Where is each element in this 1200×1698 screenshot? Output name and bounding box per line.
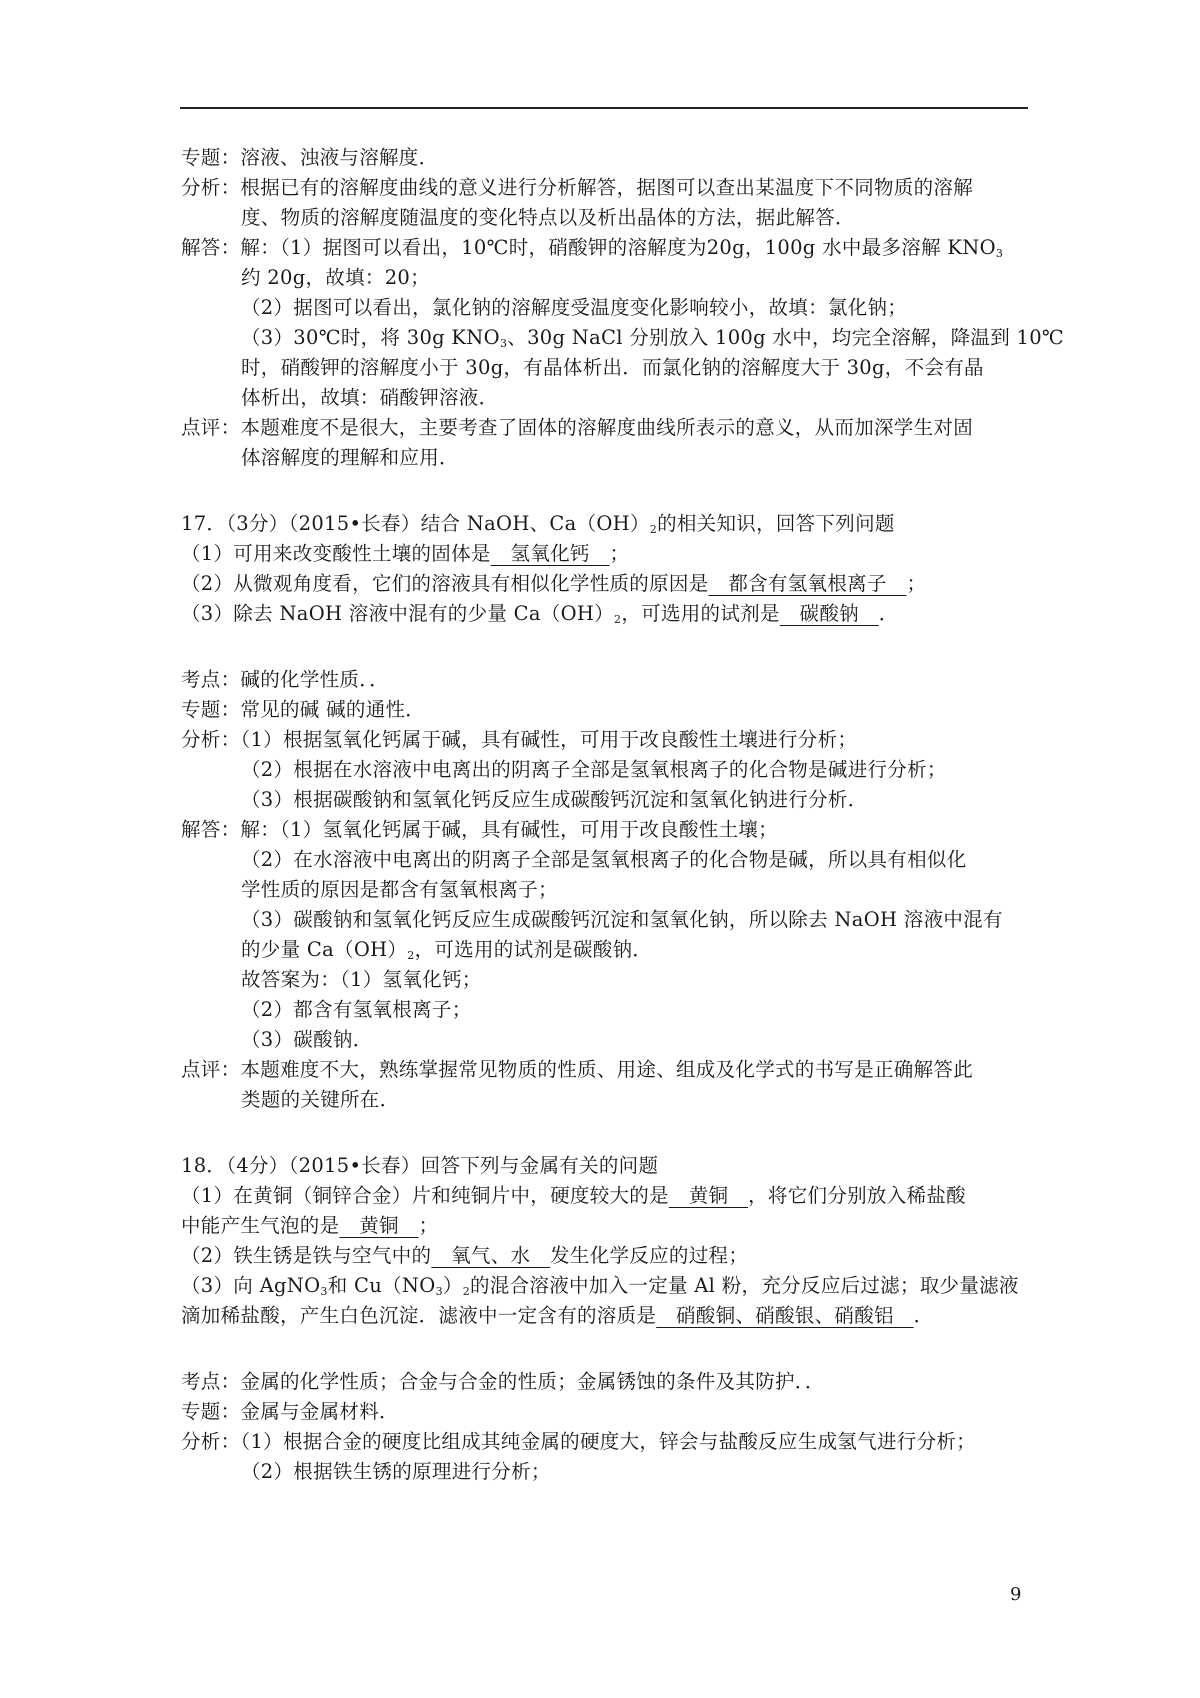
header-rule bbox=[180, 107, 1028, 109]
q17-answer-2-cont: 学性质的原因是都含有氢氧根离子； bbox=[241, 878, 558, 901]
q18-answer-blank-2: 黄铜 bbox=[339, 1214, 419, 1237]
q17-part1: （1）可用来改变酸性土壤的固体是 氢氧化钙 ； bbox=[181, 542, 630, 565]
q17-knowledge-point: 考点：碱的化学性质．． bbox=[181, 668, 390, 691]
q16-comment-cont: 体溶解度的理解和应用． bbox=[241, 446, 459, 469]
q16-analysis: 分析：根据已有的溶解度曲线的意义进行分析解答，据图可以查出某温度下不同物质的溶解 bbox=[181, 176, 974, 199]
q17-part2: （2）从微观角度看，它们的溶液具有相似化学性质的原因是 都含有氢氧根离子 ； bbox=[181, 572, 927, 595]
q16-answer-3: （3）30℃时，将 30g $KNO_3$、30g NaCl 分别放入 100g 水中，均完全溶解，降温到 10℃ bbox=[241, 326, 1065, 350]
q16-comment: 点评：本题难度不是很大，主要考查了固体的溶解度曲线所表示的意义，从而加深学生对固 bbox=[181, 416, 974, 439]
q17-comment: 点评：本题难度不大，熟练掌握常见物质的性质、用途、组成及化学式的书写是正确解答此 bbox=[181, 1058, 974, 1081]
q17-analysis-3: （3）根据碳酸钠和氢氧化钙反应生成碳酸钙沉淀和氢氧化钠进行分析． bbox=[241, 788, 868, 811]
q16-answer-3-end: 体析出，故填：硝酸钾溶液． bbox=[241, 386, 499, 409]
q16-answer-3-cont: 时，硝酸钾的溶解度小于 30g，有晶体析出．而氯化钠的溶解度大于 30g，不会有晶 bbox=[241, 356, 984, 379]
q17-answer-2: （2）在水溶液中电离出的阴离子全部是氢氧根离子的化合物是碱，所以具有相似化 bbox=[241, 848, 967, 871]
q17-final-3: （3）碳酸钠． bbox=[241, 1028, 373, 1051]
q17-analysis-2: （2）根据在水溶液中电离出的阴离子全部是氢氧根离子的化合物是碱进行分析； bbox=[241, 758, 947, 781]
q17-answer: 解答：解：（1）氢氧化钙属于碱，具有碱性，可用于改良酸性土壤； bbox=[181, 818, 778, 841]
q17-answer-blank-2: 都含有氢氧根离子 bbox=[708, 572, 907, 595]
q18-answer-blank-1: 黄铜 bbox=[668, 1184, 749, 1207]
q18-part1-cont: 中能产生气泡的是 黄铜 ； bbox=[181, 1214, 439, 1237]
q16-answer: 解答：解：（1）据图可以看出，10℃时，硝酸钾的溶解度为20g，100g 水中最多溶解 $KNO_3$ bbox=[181, 236, 1004, 260]
q17-answer-3-cont: 的少量 $Ca(OH)_2$，可选用的试剂是碳酸钠． bbox=[241, 938, 653, 962]
q16-answer-cont: 约 20g，故填：20； bbox=[241, 266, 430, 289]
q17-stem: 17．（3分）（2015•长春）结合 NaOH、$Ca(OH)_2$的相关知识，回答下列问题 bbox=[181, 512, 895, 536]
q17-analysis: 分析：（1）根据氢氧化钙属于碱，具有碱性，可用于改良酸性土壤进行分析； bbox=[181, 728, 858, 751]
q18-answer-blank-3: 氧气、水 bbox=[431, 1244, 551, 1267]
q17-part3: （3）除去 NaOH 溶液中混有的少量 $Ca(OH)_2$，可选用的试剂是 碳酸钠 ． bbox=[181, 602, 899, 626]
q18-analysis-2: （2）根据铁生锈的原理进行分析； bbox=[241, 1460, 551, 1483]
q16-analysis-cont: 度、物质的溶解度随温度的变化特点以及析出晶体的方法，据此解答． bbox=[241, 206, 855, 229]
q18-stem: 18．（4分）（2015•长春）回答下列与金属有关的问题 bbox=[181, 1154, 659, 1177]
q16-topic: 专题：溶液、浊液与溶解度． bbox=[181, 146, 439, 169]
q17-topic: 专题：常见的碱 碱的通性． bbox=[181, 698, 426, 721]
q17-final-2: （2）都含有氢氧根离子； bbox=[241, 998, 472, 1021]
document-body bbox=[181, 143, 1065, 1487]
q17-final-1: 故答案为：（1）氢氧化钙； bbox=[241, 968, 482, 991]
q17-answer-blank-3: 碳酸钠 bbox=[779, 602, 879, 625]
q18-part1: （1）在黄铜（铜锌合金）片和纯铜片中，硬度较大的是 黄铜 ，将它们分别放入稀盐酸 bbox=[181, 1184, 966, 1207]
q18-part2: （2）铁生锈是铁与空气中的 氧气、水 发生化学反应的过程； bbox=[181, 1244, 749, 1267]
q18-part3: （3）向 AgNO$_3$和 $Cu(NO_3)_2$的混合溶液中加入一定量 Al 粉，充分反应后过滤；取少量滤液 bbox=[181, 1274, 1019, 1298]
q17-answer-blank-1: 氢氧化钙 bbox=[490, 542, 610, 565]
q17-comment-cont: 类题的关键所在． bbox=[241, 1088, 400, 1111]
q18-answer-blank-4: 硝酸铜、硝酸银、硝酸铝 bbox=[656, 1304, 914, 1327]
q16-answer-2: （2）据图可以看出，氯化钠的溶解度受温度变化影响较小，故填：氯化钠； bbox=[241, 296, 908, 319]
q18-topic: 专题：金属与金属材料． bbox=[181, 1400, 399, 1423]
q18-analysis: 分析：（1）根据合金的硬度比组成其纯金属的硬度大，锌会与盐酸反应生成氢气进行分析； bbox=[181, 1430, 976, 1453]
q18-knowledge-point: 考点：金属的化学性质；合金与合金的性质；金属锈蚀的条件及其防护．． bbox=[181, 1370, 825, 1393]
q18-part3-cont: 滴加稀盐酸，产生白色沉淀．滤液中一定含有的溶质是 硝酸铜、硝酸银、硝酸铝 ． bbox=[181, 1304, 934, 1327]
q17-answer-3: （3）碳酸钠和氢氧化钙反应生成碳酸钙沉淀和氢氧化钠，所以除去 NaOH 溶液中混有 bbox=[241, 908, 1003, 931]
page-number: 9 bbox=[1010, 1584, 1022, 1605]
